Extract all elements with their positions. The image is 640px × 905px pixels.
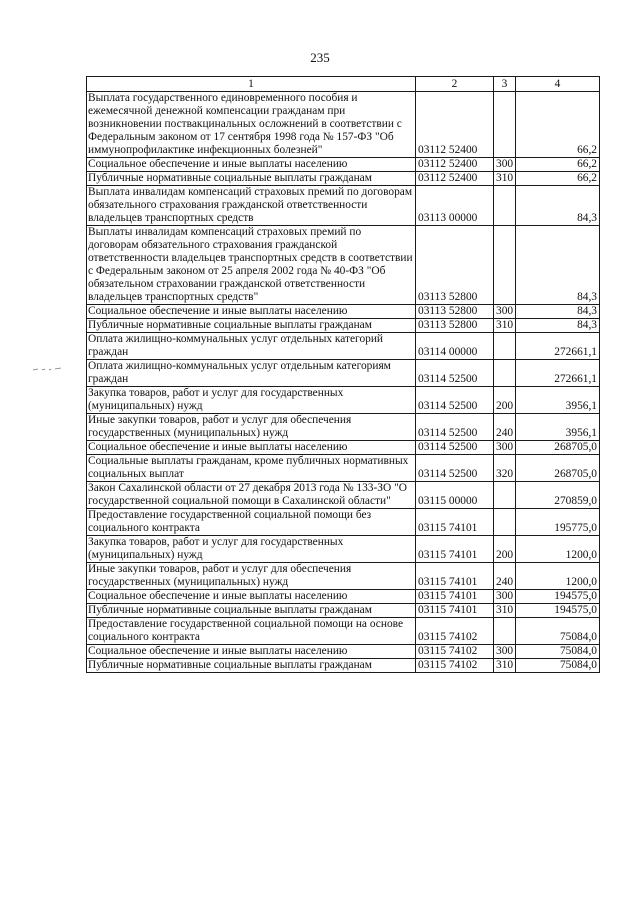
- row-name: Социальное обеспечение и иные выплаты населению: [87, 590, 416, 604]
- row-type: [494, 226, 516, 305]
- table-row: [87, 92, 600, 158]
- row-name: Социальные выплаты гражданам, кроме публичных нормативных социальных выплат: [87, 455, 416, 482]
- row-amount: 268705,0: [516, 455, 600, 482]
- row-type: 200: [494, 536, 516, 563]
- row-code: 03115 00000: [416, 482, 494, 509]
- row-name: Публичные нормативные социальные выплаты гражданам: [87, 172, 416, 186]
- row-name: Выплата инвалидам компенсаций страховых премий по договорам обязательного страхования гражданской ответственности владельцев транспортных средств: [87, 186, 416, 226]
- row-name: Иные закупки товаров, работ и услуг для обеспечения государственных (муниципальных) нужд: [87, 414, 416, 441]
- row-type: 310: [494, 172, 516, 186]
- row-name: Оплата жилищно-коммунальных услуг отдельных категорий граждан: [87, 333, 416, 360]
- row-code: 03114 52500: [416, 360, 494, 387]
- table-row: [87, 158, 600, 172]
- budget-table: [86, 76, 600, 673]
- row-amount: 195775,0: [516, 509, 600, 536]
- row-type: 300: [494, 305, 516, 319]
- row-code: 03113 52800: [416, 305, 494, 319]
- row-type: 310: [494, 659, 516, 673]
- table-row: [87, 604, 600, 618]
- row-amount: 75084,0: [516, 618, 600, 645]
- row-code: 03114 52500: [416, 387, 494, 414]
- row-name: Предоставление государственной социальной помощи на основе социального контракта: [87, 618, 416, 645]
- table-row: [87, 360, 600, 387]
- table-row: [87, 590, 600, 604]
- row-name: Предоставление государственной социальной помощи без социального контракта: [87, 509, 416, 536]
- row-code: 03115 74101: [416, 604, 494, 618]
- row-amount: 66,2: [516, 92, 600, 158]
- row-type: 320: [494, 455, 516, 482]
- row-amount: 84,3: [516, 226, 600, 305]
- row-name: Социальное обеспечение и иные выплаты населению: [87, 158, 416, 172]
- row-code: 03115 74102: [416, 645, 494, 659]
- table-row: [87, 455, 600, 482]
- row-code: 03114 52500: [416, 455, 494, 482]
- row-code: 03113 00000: [416, 186, 494, 226]
- table-row: [87, 319, 600, 333]
- table-row: [87, 333, 600, 360]
- row-amount: 268705,0: [516, 441, 600, 455]
- row-type: 310: [494, 319, 516, 333]
- scan-artifact-mark: [32, 366, 62, 372]
- row-name: Публичные нормативные социальные выплаты гражданам: [87, 659, 416, 673]
- row-name: Социальное обеспечение и иные выплаты населению: [87, 645, 416, 659]
- header-col-code: 2: [416, 77, 494, 92]
- row-type: [494, 333, 516, 360]
- row-name: Иные закупки товаров, работ и услуг для обеспечения государственных (муниципальных) нужд: [87, 563, 416, 590]
- row-code: 03113 52800: [416, 226, 494, 305]
- row-code: 03112 52400: [416, 92, 494, 158]
- row-type: 300: [494, 645, 516, 659]
- row-code: 03114 52500: [416, 414, 494, 441]
- row-code: 03112 52400: [416, 158, 494, 172]
- row-type: 300: [494, 590, 516, 604]
- table-row: [87, 618, 600, 645]
- row-name: Закупка товаров, работ и услуг для государственных (муниципальных) нужд: [87, 536, 416, 563]
- row-type: 240: [494, 563, 516, 590]
- row-name: Социальное обеспечение и иные выплаты населению: [87, 441, 416, 455]
- row-amount: 1200,0: [516, 536, 600, 563]
- table-row: [87, 482, 600, 509]
- row-amount: 66,2: [516, 158, 600, 172]
- table-row: [87, 536, 600, 563]
- header-col-amount: 4: [516, 77, 600, 92]
- row-amount: 3956,1: [516, 387, 600, 414]
- row-amount: 84,3: [516, 186, 600, 226]
- header-col-type: 3: [494, 77, 516, 92]
- row-name: Социальное обеспечение и иные выплаты населению: [87, 305, 416, 319]
- row-type: [494, 618, 516, 645]
- table-row: [87, 172, 600, 186]
- table-row: [87, 226, 600, 305]
- row-code: 03114 52500: [416, 441, 494, 455]
- table-row: [87, 414, 600, 441]
- row-amount: 272661,1: [516, 333, 600, 360]
- row-amount: 272661,1: [516, 360, 600, 387]
- row-name: Закон Сахалинской области от 27 декабря 2013 года № 133-ЗО "О государственной социальной помощи в Сахалинской области": [87, 482, 416, 509]
- row-code: 03115 74101: [416, 536, 494, 563]
- row-type: 310: [494, 604, 516, 618]
- row-amount: 194575,0: [516, 604, 600, 618]
- table-row: [87, 387, 600, 414]
- table-row: [87, 563, 600, 590]
- table-header-row: [87, 77, 600, 92]
- row-code: 03115 74102: [416, 618, 494, 645]
- row-code: 03115 74102: [416, 659, 494, 673]
- row-type: [494, 509, 516, 536]
- row-type: [494, 186, 516, 226]
- row-amount: 3956,1: [516, 414, 600, 441]
- table-row: [87, 645, 600, 659]
- row-code: 03115 74101: [416, 509, 494, 536]
- row-type: 200: [494, 387, 516, 414]
- table-row: [87, 186, 600, 226]
- row-type: [494, 92, 516, 158]
- row-name: Выплата государственного единовременного пособия и ежемесячной денежной компенсации гражданам при возникновении поствакцинальных осложнений в соответствии с Федеральным законом от 17 сентября 1998 года № 157-ФЗ "Об иммунопрофилактике инфекционных болезней": [87, 92, 416, 158]
- page-number: 235: [310, 50, 330, 65]
- row-code: 03115 74101: [416, 563, 494, 590]
- row-code: 03114 00000: [416, 333, 494, 360]
- row-name: Публичные нормативные социальные выплаты гражданам: [87, 604, 416, 618]
- row-amount: 75084,0: [516, 645, 600, 659]
- row-name: Выплаты инвалидам компенсаций страховых премий по договорам обязательного страхования гражданской ответственности владельцев транспортных средств в соответствии с Федеральным законом от 25 апреля 2002 года № 40-ФЗ "Об обязательном страховании гражданской ответственности владельцев транспортных средств": [87, 226, 416, 305]
- row-type: 300: [494, 158, 516, 172]
- row-amount: 66,2: [516, 172, 600, 186]
- row-name: Оплата жилищно-коммунальных услуг отдельным категориям граждан: [87, 360, 416, 387]
- row-amount: 1200,0: [516, 563, 600, 590]
- table-row: [87, 509, 600, 536]
- row-amount: 84,3: [516, 319, 600, 333]
- row-name: Публичные нормативные социальные выплаты гражданам: [87, 319, 416, 333]
- row-code: 03115 74101: [416, 590, 494, 604]
- row-type: [494, 482, 516, 509]
- header-col-name: 1: [87, 77, 416, 92]
- row-code: 03112 52400: [416, 172, 494, 186]
- row-code: 03113 52800: [416, 319, 494, 333]
- row-type: [494, 360, 516, 387]
- row-type: 300: [494, 441, 516, 455]
- table-row: [87, 441, 600, 455]
- table-row: [87, 659, 600, 673]
- row-amount: 75084,0: [516, 659, 600, 673]
- row-type: 240: [494, 414, 516, 441]
- row-amount: 194575,0: [516, 590, 600, 604]
- row-amount: 84,3: [516, 305, 600, 319]
- row-amount: 270859,0: [516, 482, 600, 509]
- table-row: [87, 305, 600, 319]
- row-name: Закупка товаров, работ и услуг для государственных (муниципальных) нужд: [87, 387, 416, 414]
